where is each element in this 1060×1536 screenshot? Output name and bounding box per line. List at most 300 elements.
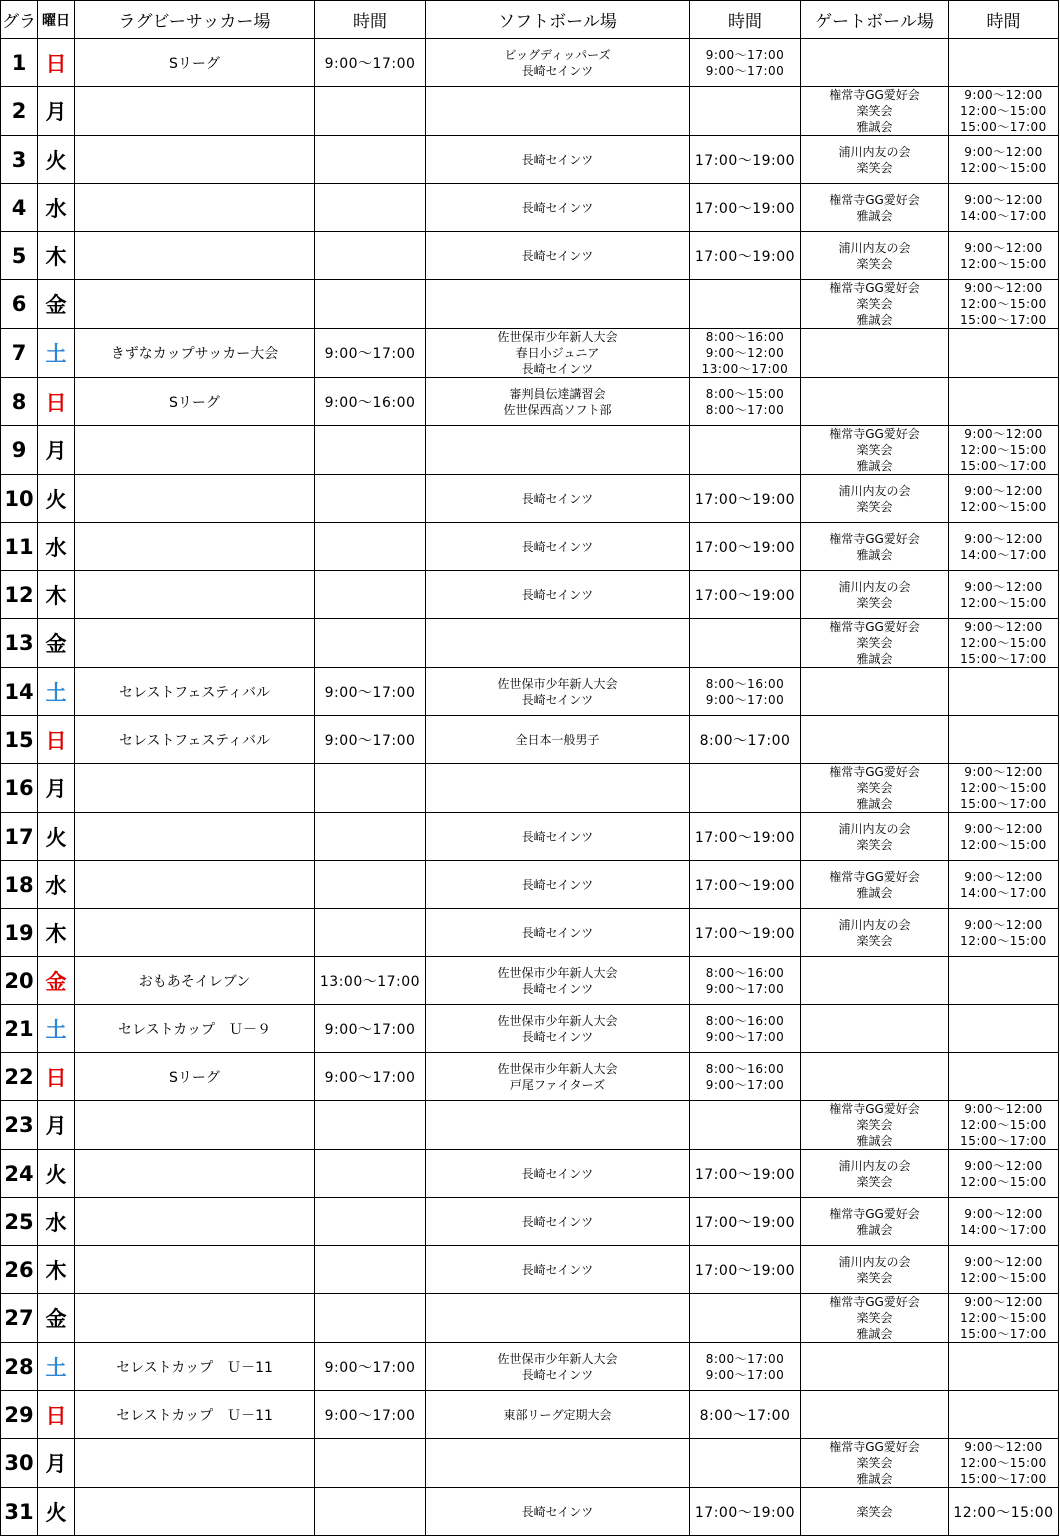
header-gateball-field: ゲートボール場: [801, 1, 949, 39]
softball-time: [690, 329, 801, 378]
schedule-row: [1, 1343, 1059, 1391]
rugby-time: 9:00～16:00: [315, 378, 426, 426]
gateball-event: [801, 523, 949, 571]
gateball-time-line: 12:00～15:00: [960, 595, 1047, 610]
rugby-time: 9:00～17:00: [315, 39, 426, 87]
weekday: 日: [38, 716, 75, 764]
rugby-time: [315, 523, 426, 571]
day-number: 2: [1, 87, 38, 136]
gateball-time: [949, 1391, 1059, 1439]
weekday: 金: [38, 1294, 75, 1343]
weekday: 土: [38, 1005, 75, 1053]
gateball-event: [801, 1343, 949, 1391]
gateball-event-line: 浦川内友の会: [838, 1254, 911, 1269]
gateball-event: [801, 329, 949, 378]
softball-event-line: ビッグディッパーズ: [504, 47, 611, 62]
rugby-event: [75, 571, 315, 619]
day-number: 11: [1, 523, 38, 571]
softball-time-line: 13:00～17:00: [701, 362, 789, 376]
gateball-time: [949, 87, 1059, 136]
weekday: 日: [38, 378, 75, 426]
schedule-row: [1, 1005, 1059, 1053]
weekday: 金: [38, 619, 75, 668]
schedule-row: [1, 1053, 1059, 1101]
day-number: 8: [1, 378, 38, 426]
gateball-event: [801, 909, 949, 957]
gateball-time-line: 9:00～12:00: [964, 483, 1043, 498]
day-number: 26: [1, 1246, 38, 1294]
gateball-time: [949, 136, 1059, 184]
schedule-row: [1, 475, 1059, 523]
schedule-row: [1, 1198, 1059, 1246]
gateball-time-line: 12:00～15:00: [960, 160, 1047, 175]
gateball-time-line: 15:00～17:00: [960, 797, 1047, 811]
schedule-row: [1, 813, 1059, 861]
schedule-row: [1, 136, 1059, 184]
rugby-event: [75, 1294, 315, 1343]
softball-event-line: 長崎セインツ: [521, 1367, 594, 1382]
gateball-time-line: 15:00～17:00: [960, 652, 1047, 666]
rugby-event: [75, 426, 315, 475]
gateball-event: [801, 571, 949, 619]
gateball-time-line: 9:00～12:00: [964, 620, 1043, 634]
softball-event: [426, 87, 690, 136]
rugby-time: [315, 909, 426, 957]
gateball-time-line: 9:00～12:00: [964, 531, 1043, 546]
gateball-event-line: 楽笑会: [856, 636, 893, 650]
rugby-event: [75, 475, 315, 523]
gateball-event-line: 権常寺GG愛好会: [829, 281, 920, 295]
gateball-time-line: 9:00～12:00: [964, 1295, 1043, 1309]
header-row: [1, 1, 1059, 39]
softball-time: [690, 1005, 801, 1053]
softball-time-line: 8:00～16:00: [705, 330, 785, 344]
gateball-time-line: 12:00～15:00: [960, 256, 1047, 271]
softball-event: 長崎セインツ: [426, 523, 690, 571]
gateball-time-line: 15:00～17:00: [960, 459, 1047, 473]
softball-event: 長崎セインツ: [426, 475, 690, 523]
gateball-time-line: 15:00～17:00: [960, 120, 1047, 134]
day-number: 14: [1, 668, 38, 716]
gateball-event: [801, 813, 949, 861]
rugby-event: [75, 619, 315, 668]
schedule-row: [1, 764, 1059, 813]
day-number: 24: [1, 1150, 38, 1198]
rugby-time: 9:00～17:00: [315, 1005, 426, 1053]
gateball-time-line: 9:00～12:00: [964, 1206, 1043, 1221]
softball-time-line: 9:00～17:00: [705, 1077, 785, 1092]
weekday: 月: [38, 426, 75, 475]
rugby-event: [75, 861, 315, 909]
softball-event: 長崎セインツ: [426, 909, 690, 957]
gateball-time: [949, 1150, 1059, 1198]
gateball-event-line: 楽笑会: [856, 837, 893, 852]
schedule-row: [1, 184, 1059, 232]
rugby-time: [315, 1488, 426, 1536]
gateball-time-line: 12:00～15:00: [960, 104, 1047, 118]
gateball-time-line: 15:00～17:00: [960, 1327, 1047, 1341]
gateball-event-line: 雅誠会: [856, 652, 893, 666]
weekday: 土: [38, 668, 75, 716]
gateball-event: [801, 136, 949, 184]
gateball-event-line: 雅誠会: [856, 459, 893, 473]
gateball-event-line: 楽笑会: [856, 781, 893, 795]
schedule-row: [1, 957, 1059, 1005]
gateball-time: [949, 184, 1059, 232]
rugby-time: [315, 1294, 426, 1343]
weekday: 日: [38, 1053, 75, 1101]
softball-time: [690, 1343, 801, 1391]
weekday: 月: [38, 87, 75, 136]
gateball-event: [801, 619, 949, 668]
schedule-row: [1, 1150, 1059, 1198]
softball-event: 長崎セインツ: [426, 861, 690, 909]
softball-event-line: 戸尾ファイターズ: [509, 1077, 606, 1092]
softball-time: 17:00～19:00: [690, 232, 801, 280]
gateball-time: [949, 957, 1059, 1005]
gateball-event-line: 楽笑会: [856, 1311, 893, 1325]
softball-time: [690, 378, 801, 426]
schedule-row: [1, 523, 1059, 571]
gateball-event: [801, 39, 949, 87]
gateball-time: [949, 1198, 1059, 1246]
gateball-time: [949, 619, 1059, 668]
gateball-time-line: 9:00～12:00: [964, 917, 1043, 932]
rugby-event: Sリーグ: [75, 1053, 315, 1101]
softball-event: [426, 764, 690, 813]
schedule-row: [1, 39, 1059, 87]
schedule-row: [1, 1294, 1059, 1343]
day-number: 6: [1, 280, 38, 329]
softball-time: 17:00～19:00: [690, 909, 801, 957]
rugby-event: Sリーグ: [75, 378, 315, 426]
softball-time: [690, 619, 801, 668]
day-number: 21: [1, 1005, 38, 1053]
weekday: 火: [38, 1150, 75, 1198]
gateball-time: [949, 378, 1059, 426]
weekday: 木: [38, 909, 75, 957]
rugby-time: [315, 1246, 426, 1294]
softball-event-line: 長崎セインツ: [521, 981, 594, 996]
weekday: 水: [38, 861, 75, 909]
schedule-row: [1, 1439, 1059, 1488]
softball-time-line: 8:00～17:00: [705, 402, 785, 417]
gateball-time: [949, 475, 1059, 523]
softball-event-line: 長崎セインツ: [521, 692, 594, 707]
weekday: 月: [38, 764, 75, 813]
softball-time-line: 9:00～17:00: [705, 63, 785, 78]
weekday: 月: [38, 1101, 75, 1150]
softball-time: 17:00～19:00: [690, 136, 801, 184]
gateball-time-line: 9:00～12:00: [964, 281, 1043, 295]
schedule-row: [1, 378, 1059, 426]
softball-time-line: 9:00～12:00: [705, 346, 785, 360]
gateball-event-line: 権常寺GG愛好会: [829, 427, 920, 441]
rugby-time: [315, 1198, 426, 1246]
gateball-time: [949, 909, 1059, 957]
rugby-event: [75, 1198, 315, 1246]
gateball-event-line: 権常寺GG愛好会: [829, 88, 920, 102]
schedule-row: [1, 571, 1059, 619]
rugby-time: 9:00～17:00: [315, 1053, 426, 1101]
gateball-time-line: 9:00～12:00: [964, 1254, 1043, 1269]
gateball-event: [801, 764, 949, 813]
gateball-event: [801, 668, 949, 716]
gateball-event-line: 浦川内友の会: [838, 579, 911, 594]
softball-time: 17:00～19:00: [690, 1488, 801, 1536]
softball-time-line: 9:00～17:00: [705, 47, 785, 62]
rugby-event: [75, 1150, 315, 1198]
softball-event: [426, 1343, 690, 1391]
softball-event-line: 長崎セインツ: [521, 1029, 594, 1044]
gateball-event-line: 雅誠会: [856, 313, 893, 327]
softball-time-line: 9:00～17:00: [705, 1029, 785, 1044]
gateball-event: [801, 957, 949, 1005]
rugby-event: [75, 280, 315, 329]
rugby-event: [75, 764, 315, 813]
softball-event: [426, 329, 690, 378]
rugby-time: [315, 1101, 426, 1150]
softball-event: 長崎セインツ: [426, 1488, 690, 1536]
gateball-event-line: 権常寺GG愛好会: [829, 869, 920, 884]
schedule-row: [1, 87, 1059, 136]
softball-event-line: 長崎セインツ: [521, 63, 594, 78]
weekday: 金: [38, 280, 75, 329]
day-number: 5: [1, 232, 38, 280]
header-rugby-field: ラグビーサッカー場: [75, 1, 315, 39]
rugby-time: [315, 1150, 426, 1198]
gateball-time-line: 12:00～15:00: [960, 1118, 1047, 1132]
header-rugby-time: 時間: [315, 1, 426, 39]
softball-event: 全日本一般男子: [426, 716, 690, 764]
gateball-event-line: 権常寺GG愛好会: [829, 765, 920, 779]
softball-time-line: 9:00～17:00: [705, 981, 785, 996]
schedule-row: [1, 1101, 1059, 1150]
softball-time: [690, 280, 801, 329]
day-number: 23: [1, 1101, 38, 1150]
gateball-event-line: 楽笑会: [856, 933, 893, 948]
rugby-time: 9:00～17:00: [315, 329, 426, 378]
gateball-time-line: 14:00～17:00: [960, 208, 1047, 223]
header-weekday: 曜日: [38, 1, 75, 39]
gateball-event-line: 雅誠会: [856, 1327, 893, 1341]
gateball-event: [801, 1294, 949, 1343]
softball-time-line: 8:00～16:00: [705, 1061, 785, 1076]
gateball-time-line: 9:00～12:00: [964, 765, 1043, 779]
schedule-row: [1, 232, 1059, 280]
softball-event: [426, 1439, 690, 1488]
weekday: 木: [38, 571, 75, 619]
rugby-time: 9:00～17:00: [315, 1343, 426, 1391]
gateball-event-line: 雅誠会: [856, 797, 893, 811]
gateball-event-line: 雅誠会: [856, 1134, 893, 1148]
rugby-event: [75, 813, 315, 861]
gateball-time-line: 12:00～15:00: [960, 443, 1047, 457]
gateball-event-line: 楽笑会: [856, 297, 893, 311]
gateball-event: [801, 1005, 949, 1053]
weekday: 木: [38, 1246, 75, 1294]
rugby-time: 9:00～17:00: [315, 1391, 426, 1439]
gateball-event: [801, 378, 949, 426]
gateball-time-line: 12:00～15:00: [960, 1311, 1047, 1325]
gateball-event-line: 浦川内友の会: [838, 821, 911, 836]
gateball-time-line: 9:00～12:00: [964, 88, 1043, 102]
softball-time: [690, 87, 801, 136]
gateball-time-line: 12:00～15:00: [960, 781, 1047, 795]
softball-time: [690, 1439, 801, 1488]
rugby-event: Sリーグ: [75, 39, 315, 87]
rugby-event: [75, 87, 315, 136]
softball-event: 長崎セインツ: [426, 1198, 690, 1246]
day-number: 4: [1, 184, 38, 232]
gateball-event-line: 浦川内友の会: [838, 917, 911, 932]
schedule-row: [1, 668, 1059, 716]
softball-event-line: 春日小ジュニア: [515, 346, 600, 360]
softball-time: 8:00～17:00: [690, 1391, 801, 1439]
rugby-time: [315, 1439, 426, 1488]
gateball-event: [801, 184, 949, 232]
day-number: 29: [1, 1391, 38, 1439]
rugby-event: セレストカップ Ｕ－９: [75, 1005, 315, 1053]
softball-time: 17:00～19:00: [690, 523, 801, 571]
day-number: 22: [1, 1053, 38, 1101]
rugby-event: [75, 1488, 315, 1536]
day-number: 1: [1, 39, 38, 87]
schedule-row: [1, 861, 1059, 909]
gateball-event: [801, 1246, 949, 1294]
rugby-event: [75, 523, 315, 571]
softball-time: 17:00～19:00: [690, 861, 801, 909]
gateball-event: [801, 475, 949, 523]
rugby-time: [315, 764, 426, 813]
rugby-event: [75, 1246, 315, 1294]
gateball-event-line: 楽笑会: [856, 499, 893, 514]
softball-event: 長崎セインツ: [426, 136, 690, 184]
softball-time-line: 8:00～15:00: [705, 386, 785, 401]
weekday: 水: [38, 523, 75, 571]
day-number: 12: [1, 571, 38, 619]
gateball-time-line: 12:00～15:00: [960, 1270, 1047, 1285]
gateball-time-line: 9:00～12:00: [964, 821, 1043, 836]
gateball-time-line: 9:00～12:00: [964, 192, 1043, 207]
gateball-event-line: 雅誠会: [856, 208, 893, 223]
rugby-event: [75, 1439, 315, 1488]
schedule-row: [1, 1391, 1059, 1439]
gateball-time: [949, 329, 1059, 378]
gateball-event-line: 楽笑会: [856, 256, 893, 271]
gateball-event: 楽笑会: [801, 1488, 949, 1536]
day-number: 9: [1, 426, 38, 475]
softball-event: [426, 426, 690, 475]
weekday: 土: [38, 1343, 75, 1391]
gateball-event-line: 雅誠会: [856, 1472, 893, 1486]
gateball-time: [949, 813, 1059, 861]
softball-time: 17:00～19:00: [690, 475, 801, 523]
rugby-event: [75, 909, 315, 957]
gateball-time-line: 12:00～15:00: [960, 933, 1047, 948]
softball-time: 17:00～19:00: [690, 184, 801, 232]
gateball-time: 12:00～15:00: [949, 1488, 1059, 1536]
rugby-event: [75, 1101, 315, 1150]
schedule-row: [1, 426, 1059, 475]
softball-time-line: 8:00～17:00: [705, 1351, 785, 1366]
gateball-time-line: 15:00～17:00: [960, 313, 1047, 327]
softball-event-line: 佐世保西高ソフト部: [503, 402, 612, 417]
gateball-time: [949, 426, 1059, 475]
gateball-event: [801, 861, 949, 909]
header-gateball-time: 時間: [949, 1, 1059, 39]
weekday: 日: [38, 39, 75, 87]
rugby-time: [315, 861, 426, 909]
gateball-time: [949, 280, 1059, 329]
rugby-time: [315, 571, 426, 619]
gateball-time-line: 14:00～17:00: [960, 885, 1047, 900]
rugby-time: [315, 280, 426, 329]
gateball-time: [949, 1246, 1059, 1294]
rugby-time: [315, 813, 426, 861]
softball-event-line: 佐世保市少年新人大会: [497, 1351, 618, 1366]
gateball-event-line: 楽笑会: [856, 1118, 893, 1132]
gateball-time-line: 12:00～15:00: [960, 837, 1047, 852]
gateball-time: [949, 39, 1059, 87]
gateball-time-line: 15:00～17:00: [960, 1134, 1047, 1148]
gateball-time: [949, 571, 1059, 619]
rugby-time: [315, 87, 426, 136]
day-number: 30: [1, 1439, 38, 1488]
schedule-row: [1, 909, 1059, 957]
schedule-body: [1, 39, 1059, 1536]
softball-event: 長崎セインツ: [426, 1246, 690, 1294]
gateball-event: [801, 1150, 949, 1198]
rugby-time: [315, 426, 426, 475]
softball-event: 長崎セインツ: [426, 571, 690, 619]
softball-event-line: 審判員伝達講習会: [509, 386, 606, 401]
day-number: 10: [1, 475, 38, 523]
rugby-event: セレストカップ Ｕ－11: [75, 1391, 315, 1439]
day-number: 3: [1, 136, 38, 184]
gateball-time: [949, 1005, 1059, 1053]
gateball-time-line: 12:00～15:00: [960, 1174, 1047, 1189]
softball-time-line: 8:00～16:00: [705, 965, 785, 980]
gateball-event: [801, 280, 949, 329]
gateball-time: [949, 1053, 1059, 1101]
rugby-time: 9:00～17:00: [315, 668, 426, 716]
rugby-time: [315, 184, 426, 232]
weekday: 水: [38, 1198, 75, 1246]
weekday: 火: [38, 1488, 75, 1536]
softball-time: [690, 668, 801, 716]
gateball-time: [949, 1439, 1059, 1488]
gateball-event-line: 浦川内友の会: [838, 483, 911, 498]
header-softball-field: ソフトボール場: [426, 1, 690, 39]
day-number: 7: [1, 329, 38, 378]
weekday: 日: [38, 1391, 75, 1439]
gateball-event-line: 浦川内友の会: [838, 240, 911, 255]
gateball-time-line: 9:00～12:00: [964, 1158, 1043, 1173]
gateball-event: [801, 1198, 949, 1246]
gateball-time: [949, 716, 1059, 764]
gateball-event-line: 楽笑会: [856, 1270, 893, 1285]
day-number: 16: [1, 764, 38, 813]
gateball-event-line: 権常寺GG愛好会: [829, 1440, 920, 1454]
gateball-event-line: 楽笑会: [856, 1456, 893, 1470]
softball-event-line: 佐世保市少年新人大会: [497, 1013, 618, 1028]
gateball-event-line: 浦川内友の会: [838, 144, 911, 159]
softball-event: [426, 39, 690, 87]
softball-time: [690, 1053, 801, 1101]
softball-time-line: 9:00～17:00: [705, 1367, 785, 1382]
softball-event-line: 佐世保市少年新人大会: [497, 965, 618, 980]
